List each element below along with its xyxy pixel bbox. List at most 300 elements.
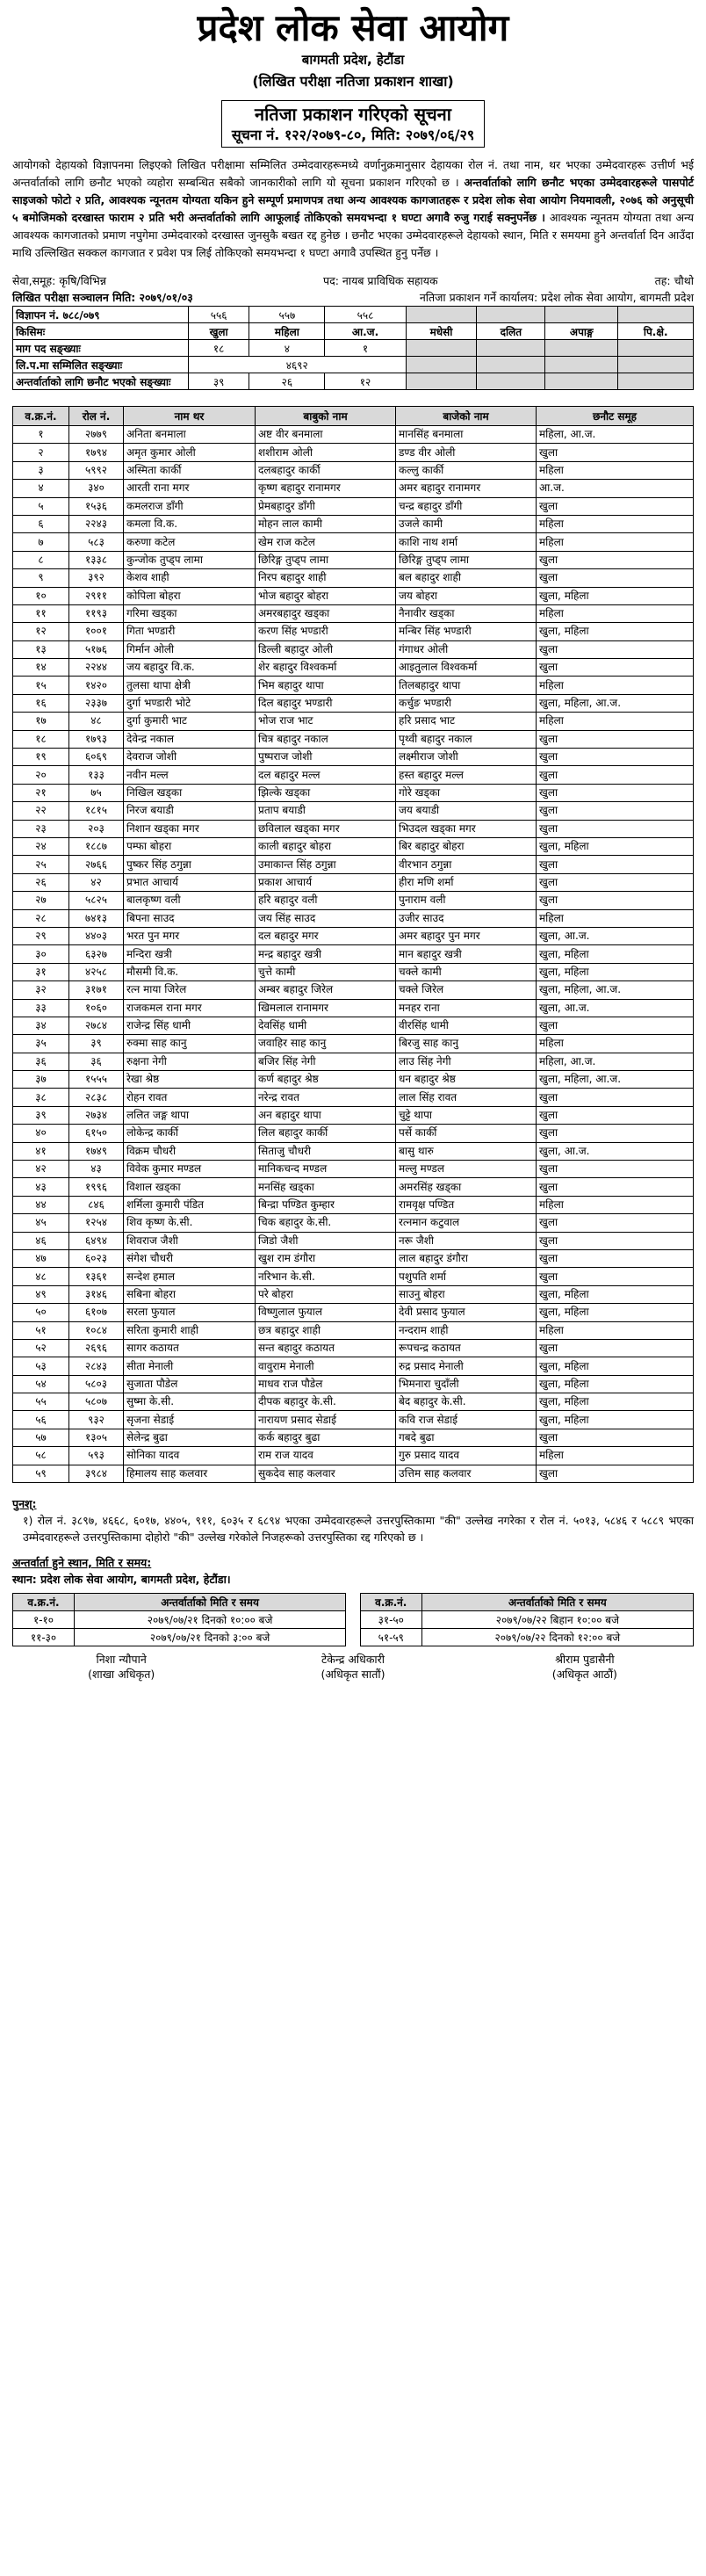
row-group: खुला, महिला bbox=[537, 623, 694, 640]
row-grandfather: गुरु प्रसाद यादव bbox=[396, 1447, 537, 1465]
row-roll: ४२ bbox=[69, 873, 124, 891]
row-name: सरला फुयाल bbox=[124, 1304, 256, 1321]
row-grandfather: रूपचन्द्र कठायत bbox=[396, 1339, 537, 1357]
row-group: महिला bbox=[537, 1321, 694, 1339]
row-name: रोहन रावत bbox=[124, 1089, 256, 1106]
row-name: सरिता कुमारी शाही bbox=[124, 1321, 256, 1339]
row-father: दल बहादुर मगर bbox=[256, 927, 396, 944]
row-name: पम्फा बोहरा bbox=[124, 837, 256, 855]
selected-value: २६ bbox=[249, 373, 325, 390]
row-serial: ३० bbox=[13, 945, 69, 963]
row-father: काली बहादुर बोहरा bbox=[256, 837, 396, 855]
row-group: खुला, महिला bbox=[537, 1375, 694, 1393]
row-roll: ५९३ bbox=[69, 1447, 124, 1465]
row-serial: १८ bbox=[13, 730, 69, 748]
row-father: सिताजु चौधरी bbox=[256, 1142, 396, 1160]
table-row bbox=[13, 892, 694, 909]
adv-value bbox=[477, 307, 545, 323]
row-serial: २ bbox=[13, 444, 69, 461]
row-serial: २५ bbox=[13, 856, 69, 873]
row-name: प्रभात आचार्य bbox=[124, 873, 256, 891]
row-serial: ४८ bbox=[13, 1268, 69, 1285]
row-serial: ४७ bbox=[13, 1249, 69, 1267]
table-row bbox=[13, 945, 694, 963]
table-row bbox=[13, 604, 694, 622]
result-office: नतिजा प्रकाशन गर्ने कार्यालय: प्रदेश लोक सेवा आयोग, बागमती प्रदेश bbox=[419, 291, 694, 304]
table-row bbox=[13, 1304, 694, 1321]
row-group: खुला bbox=[537, 1268, 694, 1285]
row-group: खुला bbox=[537, 1214, 694, 1232]
row-name: सन्देश हमाल bbox=[124, 1268, 256, 1285]
page-header bbox=[12, 7, 694, 93]
signature-block bbox=[244, 1652, 462, 1682]
row-name: कमला वि.क. bbox=[124, 515, 256, 532]
row-father: देवसिंह धामी bbox=[256, 1017, 396, 1034]
row-group: खुला, महिला bbox=[537, 1393, 694, 1411]
row-father: अष्ट वीर बनमाला bbox=[256, 426, 396, 444]
table-row bbox=[13, 677, 694, 694]
row-grandfather: देवी प्रसाद फुयाल bbox=[396, 1304, 537, 1321]
notice-box bbox=[221, 100, 485, 148]
sched-time: २०७९/०७/२२ दिनको १२:०० बजे bbox=[421, 1629, 693, 1646]
row-name: कमलराज डाँगी bbox=[124, 497, 256, 515]
row-serial: २६ bbox=[13, 873, 69, 891]
row-group: महिला, आ.ज. bbox=[537, 1053, 694, 1070]
row-father: मानिकचन्द मण्डल bbox=[256, 1161, 396, 1178]
row-father: दलबहादुर कार्की bbox=[256, 461, 396, 479]
row-father: प्रेमबहादुर डाँगी bbox=[256, 497, 396, 515]
row-serial: २७ bbox=[13, 892, 69, 909]
footnote bbox=[12, 1495, 694, 1545]
row-grandfather: छिरिङ्ग तुप्ड्प लामा bbox=[396, 551, 537, 568]
table-row bbox=[13, 1249, 694, 1267]
row-father: छत्र बहादुर शाही bbox=[256, 1321, 396, 1339]
row-roll: २२४४ bbox=[69, 659, 124, 677]
quota-demand-row bbox=[13, 340, 694, 357]
row-group: महिला, आ.ज. bbox=[537, 426, 694, 444]
row-grandfather: भिमनारा चुदाँली bbox=[396, 1375, 537, 1393]
row-father: कर्क बहादुर बुढा bbox=[256, 1429, 396, 1446]
row-serial: ७ bbox=[13, 533, 69, 551]
row-name: तुलसा थापा क्षेत्री bbox=[124, 677, 256, 694]
row-group: खुला bbox=[537, 820, 694, 837]
row-roll: १००१ bbox=[69, 623, 124, 640]
selected-value bbox=[545, 373, 618, 390]
row-roll: ५९९२ bbox=[69, 461, 124, 479]
row-roll: २७६६ bbox=[69, 856, 124, 873]
schedule-row bbox=[360, 1611, 693, 1629]
type-women: महिला bbox=[249, 323, 325, 340]
demand-label: माग पद सङ्ख्याः bbox=[13, 340, 189, 357]
row-serial: ५५ bbox=[13, 1393, 69, 1411]
row-group: महिला bbox=[537, 1447, 694, 1465]
row-group: महिला bbox=[537, 909, 694, 927]
row-grandfather: बासु थारु bbox=[396, 1142, 537, 1160]
row-father: नरेन्द्र रावत bbox=[256, 1089, 396, 1106]
row-grandfather: पुनाराम वली bbox=[396, 892, 537, 909]
row-name: बालकृष्ण वली bbox=[124, 892, 256, 909]
row-group: महिला bbox=[537, 713, 694, 730]
row-group: खुला bbox=[537, 497, 694, 515]
row-group: खुला, महिला, आ.ज. bbox=[537, 694, 694, 712]
row-serial: १७ bbox=[13, 713, 69, 730]
table-row bbox=[13, 927, 694, 944]
demand-value bbox=[477, 340, 545, 357]
row-serial: १२ bbox=[13, 623, 69, 640]
type-disabled: अपाङ्ग bbox=[545, 323, 618, 340]
table-row bbox=[13, 1268, 694, 1285]
row-serial: १५ bbox=[13, 677, 69, 694]
row-group: खुला bbox=[537, 749, 694, 766]
type-indigenous: आ.ज. bbox=[325, 323, 406, 340]
row-name: निरज बयाडी bbox=[124, 802, 256, 820]
adv-value: ५५८ bbox=[325, 307, 406, 323]
row-grandfather: बिरजु साह कानु bbox=[396, 1035, 537, 1053]
row-roll: १४२० bbox=[69, 677, 124, 694]
row-grandfather: नन्दराम शाही bbox=[396, 1321, 537, 1339]
row-father: सन्त बहादुर कठायत bbox=[256, 1339, 396, 1357]
table-row bbox=[13, 623, 694, 640]
results-body bbox=[13, 426, 694, 1483]
selected-value: १२ bbox=[325, 373, 406, 390]
table-row bbox=[13, 1089, 694, 1106]
appeared-empty bbox=[545, 357, 618, 373]
row-name: शिवराज जैशी bbox=[124, 1232, 256, 1249]
row-name: रत्न माया जिरेल bbox=[124, 981, 256, 999]
row-name: सुष्मा के.सी. bbox=[124, 1393, 256, 1411]
demand-value bbox=[618, 340, 694, 357]
row-grandfather: आइतुलाल विश्वकर्मा bbox=[396, 659, 537, 677]
sched-col-serial: व.क्र.नं. bbox=[13, 1594, 75, 1611]
table-row bbox=[13, 694, 694, 712]
row-roll: १०८४ bbox=[69, 1321, 124, 1339]
exam-date: लिखित परीक्षा सञ्चालन मिति: २०७९/०१/०३ bbox=[12, 291, 193, 304]
type-open: खुला bbox=[189, 323, 249, 340]
row-serial: ५७ bbox=[13, 1429, 69, 1446]
row-serial: १४ bbox=[13, 659, 69, 677]
row-roll: २९११ bbox=[69, 587, 124, 604]
row-father: नारायण प्रसाद सेडाई bbox=[256, 1411, 396, 1429]
row-roll: १७९३ bbox=[69, 730, 124, 748]
row-father: उमाकान्त सिंह ठगुन्ना bbox=[256, 856, 396, 873]
row-group: खुला bbox=[537, 1339, 694, 1357]
table-row bbox=[13, 1357, 694, 1375]
row-group: महिला bbox=[537, 461, 694, 479]
row-grandfather: डण्ड वीर ओली bbox=[396, 444, 537, 461]
schedule-tables bbox=[12, 1593, 694, 1646]
row-grandfather: पर्से कार्की bbox=[396, 1125, 537, 1142]
col-roll: रोल नं. bbox=[69, 407, 124, 426]
row-grandfather: हरि प्रसाद भाट bbox=[396, 713, 537, 730]
row-father: दिल बहादुर भण्डारी bbox=[256, 694, 396, 712]
sched-col-time: अन्तर्वार्ताको मिति र समय bbox=[75, 1594, 346, 1611]
row-roll: ७५ bbox=[69, 784, 124, 801]
row-grandfather: काशि नाथ शर्मा bbox=[396, 533, 537, 551]
row-father: चुत्ते कामी bbox=[256, 963, 396, 980]
row-father: चिक बहादुर के.सी. bbox=[256, 1214, 396, 1232]
org-name: प्रदेश लोक सेवा आयोग bbox=[197, 6, 509, 49]
row-name: निखिल खड्का bbox=[124, 784, 256, 801]
row-roll: ४३ bbox=[69, 1161, 124, 1178]
row-father: बजिर सिंह नेगी bbox=[256, 1053, 396, 1070]
intro-text-2: अन्तर्वार्ताको लागि छनौट भएका उम्मेदवारहरूले पासपोर्ट साइजको फोटो २ प्रति, आवश्यक न्यूनतम योग्यता यकिन हुने सम्पूर्ण प्रमाणपत्र तथा अन्य आवश्यक कागजातहरू र प्रदेश लोक सेवा आयोग नियमावली, २०७६ को अनुसूची ५ बमोजिमको दरखास्त फाराम २ प्रति भरी अन्तर्वार्ताको लागि आफूलाई तोकिएको समयभन्दा १ घण्टा अगावै रुजु गराई सक्नुपर्नेछ । bbox=[12, 176, 694, 224]
row-name: सीता मेनाली bbox=[124, 1357, 256, 1375]
row-serial: ५ bbox=[13, 497, 69, 515]
selected-value: ३९ bbox=[189, 373, 249, 390]
row-grandfather: कवि राज सेडाई bbox=[396, 1411, 537, 1429]
row-name: बिपना साउद bbox=[124, 909, 256, 927]
table-row bbox=[13, 1214, 694, 1232]
row-serial: ५१ bbox=[13, 1321, 69, 1339]
quota-type-row bbox=[13, 323, 694, 340]
row-grandfather: वीरसिंह धामी bbox=[396, 1017, 537, 1034]
row-group: खुला bbox=[537, 551, 694, 568]
row-serial: ८ bbox=[13, 551, 69, 568]
row-father: जिडो जैशी bbox=[256, 1232, 396, 1249]
table-row bbox=[13, 480, 694, 497]
row-group: खुला bbox=[537, 1125, 694, 1142]
table-row bbox=[13, 1429, 694, 1446]
row-group: खुला bbox=[537, 640, 694, 658]
row-father: भोज बहादुर बोहरा bbox=[256, 587, 396, 604]
row-serial: ४६ bbox=[13, 1232, 69, 1249]
sched-time: २०७९/०७/२१ दिनको ३:०० बजे bbox=[75, 1629, 346, 1646]
row-roll: ९३२ bbox=[69, 1411, 124, 1429]
row-name: सुजाता पौडेल bbox=[124, 1375, 256, 1393]
type-label: किसिमः bbox=[13, 323, 189, 340]
row-name: पुष्कर सिंह ठगुन्ना bbox=[124, 856, 256, 873]
row-roll: ५८०३ bbox=[69, 1375, 124, 1393]
row-roll: १८८७ bbox=[69, 837, 124, 855]
row-grandfather: अमरसिंह खड्का bbox=[396, 1178, 537, 1196]
row-roll: ३१७१ bbox=[69, 981, 124, 999]
row-group: खुला bbox=[537, 1429, 694, 1446]
demand-value: १८ bbox=[189, 340, 249, 357]
row-serial: २४ bbox=[13, 837, 69, 855]
adv-value: ५५६ bbox=[189, 307, 249, 323]
row-grandfather: चुट्टे थापा bbox=[396, 1106, 537, 1124]
table-row bbox=[13, 1232, 694, 1249]
row-roll: ३९ bbox=[69, 1035, 124, 1053]
schedule-left bbox=[12, 1593, 346, 1646]
row-grandfather: लाल बहादुर डंगौरा bbox=[396, 1249, 537, 1267]
table-row bbox=[13, 1017, 694, 1034]
table-row bbox=[13, 1465, 694, 1482]
demand-value bbox=[545, 340, 618, 357]
section-name: (लिखित परीक्षा नतिजा प्रकाशन शाखा) bbox=[252, 73, 454, 90]
row-father: खुश राम डंगौरा bbox=[256, 1249, 396, 1267]
signer-role: (शाखा अधिकृत) bbox=[88, 1668, 155, 1682]
row-serial: ४२ bbox=[13, 1161, 69, 1178]
row-roll: ६०२३ bbox=[69, 1249, 124, 1267]
table-row bbox=[13, 1035, 694, 1053]
row-serial: ६ bbox=[13, 515, 69, 532]
table-row bbox=[13, 999, 694, 1017]
row-father: मनसिंह खड्का bbox=[256, 1178, 396, 1196]
row-name: गिता भण्डारी bbox=[124, 623, 256, 640]
row-roll: ६४९४ bbox=[69, 1232, 124, 1249]
table-row bbox=[13, 1142, 694, 1160]
row-name: सोनिका यादव bbox=[124, 1447, 256, 1465]
row-father: शशीराम ओली bbox=[256, 444, 396, 461]
row-roll: ११९३ bbox=[69, 604, 124, 622]
row-father: परे बोहरा bbox=[256, 1285, 396, 1303]
row-grandfather: धन बहादुर श्रेष्ठ bbox=[396, 1071, 537, 1089]
row-serial: १९ bbox=[13, 749, 69, 766]
table-row bbox=[13, 730, 694, 748]
row-group: आ.ज. bbox=[537, 480, 694, 497]
table-row bbox=[13, 1285, 694, 1303]
row-roll: १०६० bbox=[69, 999, 124, 1017]
row-serial: ३३ bbox=[13, 999, 69, 1017]
row-name: देवराज जोशी bbox=[124, 749, 256, 766]
row-father: माधव राज पौडेल bbox=[256, 1375, 396, 1393]
table-row bbox=[13, 837, 694, 855]
row-grandfather: तिलबहादुर थापा bbox=[396, 677, 537, 694]
row-roll: ३९२ bbox=[69, 569, 124, 587]
col-father: बाबुको नाम bbox=[256, 407, 396, 426]
row-roll: ४२५८ bbox=[69, 963, 124, 980]
intro-text-1: आयोगको देहायको विज्ञापनमा लिइएको लिखित परीक्षामा सम्मिलित उम्मेदवारहरूमध्ये वर्णानुक्रमानुसार देहायका रोल नं. तथा नाम, थर भएका उम्मेदवारहरू उत्तीर्ण भई अन्तर्वार्ताको लागि छनौट भएको व्यहोरा सम्बन्धित सबैको जानकारीको लागि यो सूचना प्रकाशन गरिएको छ । bbox=[12, 158, 694, 189]
sched-time: २०७९/०७/२२ बिहान १०:०० बजे bbox=[421, 1611, 693, 1629]
row-serial: २१ bbox=[13, 784, 69, 801]
table-row bbox=[13, 640, 694, 658]
row-grandfather: गंगाधर ओली bbox=[396, 640, 537, 658]
row-father: राम राज यादव bbox=[256, 1447, 396, 1465]
row-serial: १ bbox=[13, 426, 69, 444]
row-grandfather: मल्लु मण्डल bbox=[396, 1161, 537, 1178]
row-grandfather: बेद बहादुर के.सी. bbox=[396, 1393, 537, 1411]
sched-range: ११-३० bbox=[13, 1629, 75, 1646]
row-name: नवीन मल्ल bbox=[124, 766, 256, 784]
row-roll: ६१५० bbox=[69, 1125, 124, 1142]
row-name: दुर्गा कुमारी भाट bbox=[124, 713, 256, 730]
row-group: खुला, महिला bbox=[537, 945, 694, 963]
table-row bbox=[13, 497, 694, 515]
table-row bbox=[13, 820, 694, 837]
type-dalit: दलित bbox=[477, 323, 545, 340]
row-serial: ३४ bbox=[13, 1017, 69, 1034]
table-row bbox=[13, 1071, 694, 1089]
row-father: लिल बहादुर कार्की bbox=[256, 1125, 396, 1142]
table-row bbox=[13, 1339, 694, 1357]
row-name: हिमालय साह कलवार bbox=[124, 1465, 256, 1482]
demand-value bbox=[406, 340, 477, 357]
table-row bbox=[13, 873, 694, 891]
row-father: छविलाल खड्का मगर bbox=[256, 820, 396, 837]
row-roll: २७७९ bbox=[69, 426, 124, 444]
row-name: राजेन्द्र सिंह धामी bbox=[124, 1017, 256, 1034]
adv-value: ५५७ bbox=[249, 307, 325, 323]
row-father: नरिभान के.सी. bbox=[256, 1268, 396, 1285]
row-serial: ३ bbox=[13, 461, 69, 479]
row-father: करण सिंह भण्डारी bbox=[256, 623, 396, 640]
row-roll: ८४६ bbox=[69, 1196, 124, 1213]
row-name: केशव शाही bbox=[124, 569, 256, 587]
row-grandfather: अमर बहादुर रानामगर bbox=[396, 480, 537, 497]
row-grandfather: जय बोहरा bbox=[396, 587, 537, 604]
row-roll: २८३८ bbox=[69, 1089, 124, 1106]
row-father: दीपक बहादुर के.सी. bbox=[256, 1393, 396, 1411]
post-level: तह: चौथो bbox=[654, 274, 694, 287]
row-roll: ७४१३ bbox=[69, 909, 124, 927]
row-serial: ९ bbox=[13, 569, 69, 587]
appeared-empty bbox=[406, 357, 477, 373]
demand-value: १ bbox=[325, 340, 406, 357]
row-serial: ५३ bbox=[13, 1357, 69, 1375]
row-name: मन्दिरा खत्री bbox=[124, 945, 256, 963]
sched-col-serial: व.क्र.नं. bbox=[360, 1594, 421, 1611]
row-serial: ५४ bbox=[13, 1375, 69, 1393]
row-grandfather: पृथ्वी बहादुर नकाल bbox=[396, 730, 537, 748]
adv-label: विज्ञापन नं. ७८८/०७९ bbox=[13, 307, 189, 323]
row-father: वावुराम मेनाली bbox=[256, 1357, 396, 1375]
row-serial: ११ bbox=[13, 604, 69, 622]
row-serial: २९ bbox=[13, 927, 69, 944]
row-grandfather: अमर बहादुर पुन मगर bbox=[396, 927, 537, 944]
row-grandfather: रत्नमान कटुवाल bbox=[396, 1214, 537, 1232]
demand-value: ४ bbox=[249, 340, 325, 357]
row-name: विशाल खड्का bbox=[124, 1178, 256, 1196]
row-roll: ४४०३ bbox=[69, 927, 124, 944]
appeared-empty bbox=[618, 357, 694, 373]
row-serial: ५२ bbox=[13, 1339, 69, 1357]
row-serial: २८ bbox=[13, 909, 69, 927]
row-serial: ३२ bbox=[13, 981, 69, 999]
row-group: खुला bbox=[537, 444, 694, 461]
adv-value bbox=[406, 307, 477, 323]
row-group: महिला bbox=[537, 604, 694, 622]
row-group: खुला bbox=[537, 1178, 694, 1196]
signer-name: निशा न्यौपाने bbox=[96, 1653, 147, 1667]
row-serial: ३८ bbox=[13, 1089, 69, 1106]
table-row bbox=[13, 749, 694, 766]
row-name: रेखा श्रेष्ठ bbox=[124, 1071, 256, 1089]
row-grandfather: रामवृक्ष पण्डित bbox=[396, 1196, 537, 1213]
row-serial: ५८ bbox=[13, 1447, 69, 1465]
row-name: कोपिला बोहरा bbox=[124, 587, 256, 604]
row-grandfather: पशुपति शर्मा bbox=[396, 1268, 537, 1285]
row-serial: १६ bbox=[13, 694, 69, 712]
adv-value bbox=[618, 307, 694, 323]
row-grandfather: गोरे खड्का bbox=[396, 784, 537, 801]
row-father: चित्र बहादुर नकाल bbox=[256, 730, 396, 748]
type-backward: पि.क्षे. bbox=[618, 323, 694, 340]
table-row bbox=[13, 1161, 694, 1178]
org-address: बागमती प्रदेश, हेटौंडा bbox=[301, 52, 405, 68]
selected-value bbox=[477, 373, 545, 390]
row-group: महिला bbox=[537, 1196, 694, 1213]
results-table bbox=[12, 406, 694, 1483]
row-name: जय बहादुर वि.क. bbox=[124, 659, 256, 677]
row-serial: ३६ bbox=[13, 1053, 69, 1070]
sched-time: २०७९/०७/२१ दिनको १०:०० बजे bbox=[75, 1611, 346, 1629]
table-row bbox=[13, 1178, 694, 1196]
row-roll: १३०५ bbox=[69, 1429, 124, 1446]
sched-range: १-१० bbox=[13, 1611, 75, 1629]
row-father: कृष्ण बहादुर रानामगर bbox=[256, 480, 396, 497]
row-serial: ५९ bbox=[13, 1465, 69, 1482]
notice-title: नतिजा प्रकाशन गरिएको सूचना bbox=[255, 104, 451, 125]
interview-heading: अन्तर्वार्ता हुने स्थान, मिति र समय: bbox=[12, 1556, 152, 1570]
row-father: कर्ण बहादुर श्रेष्ठ bbox=[256, 1071, 396, 1089]
row-father: सुकदेव साह कलवार bbox=[256, 1465, 396, 1482]
table-row bbox=[13, 802, 694, 820]
row-roll: १९९६ bbox=[69, 1178, 124, 1196]
row-roll: १८१५ bbox=[69, 802, 124, 820]
row-father: भिम बहादुर थापा bbox=[256, 677, 396, 694]
row-grandfather: जय बयाडी bbox=[396, 802, 537, 820]
